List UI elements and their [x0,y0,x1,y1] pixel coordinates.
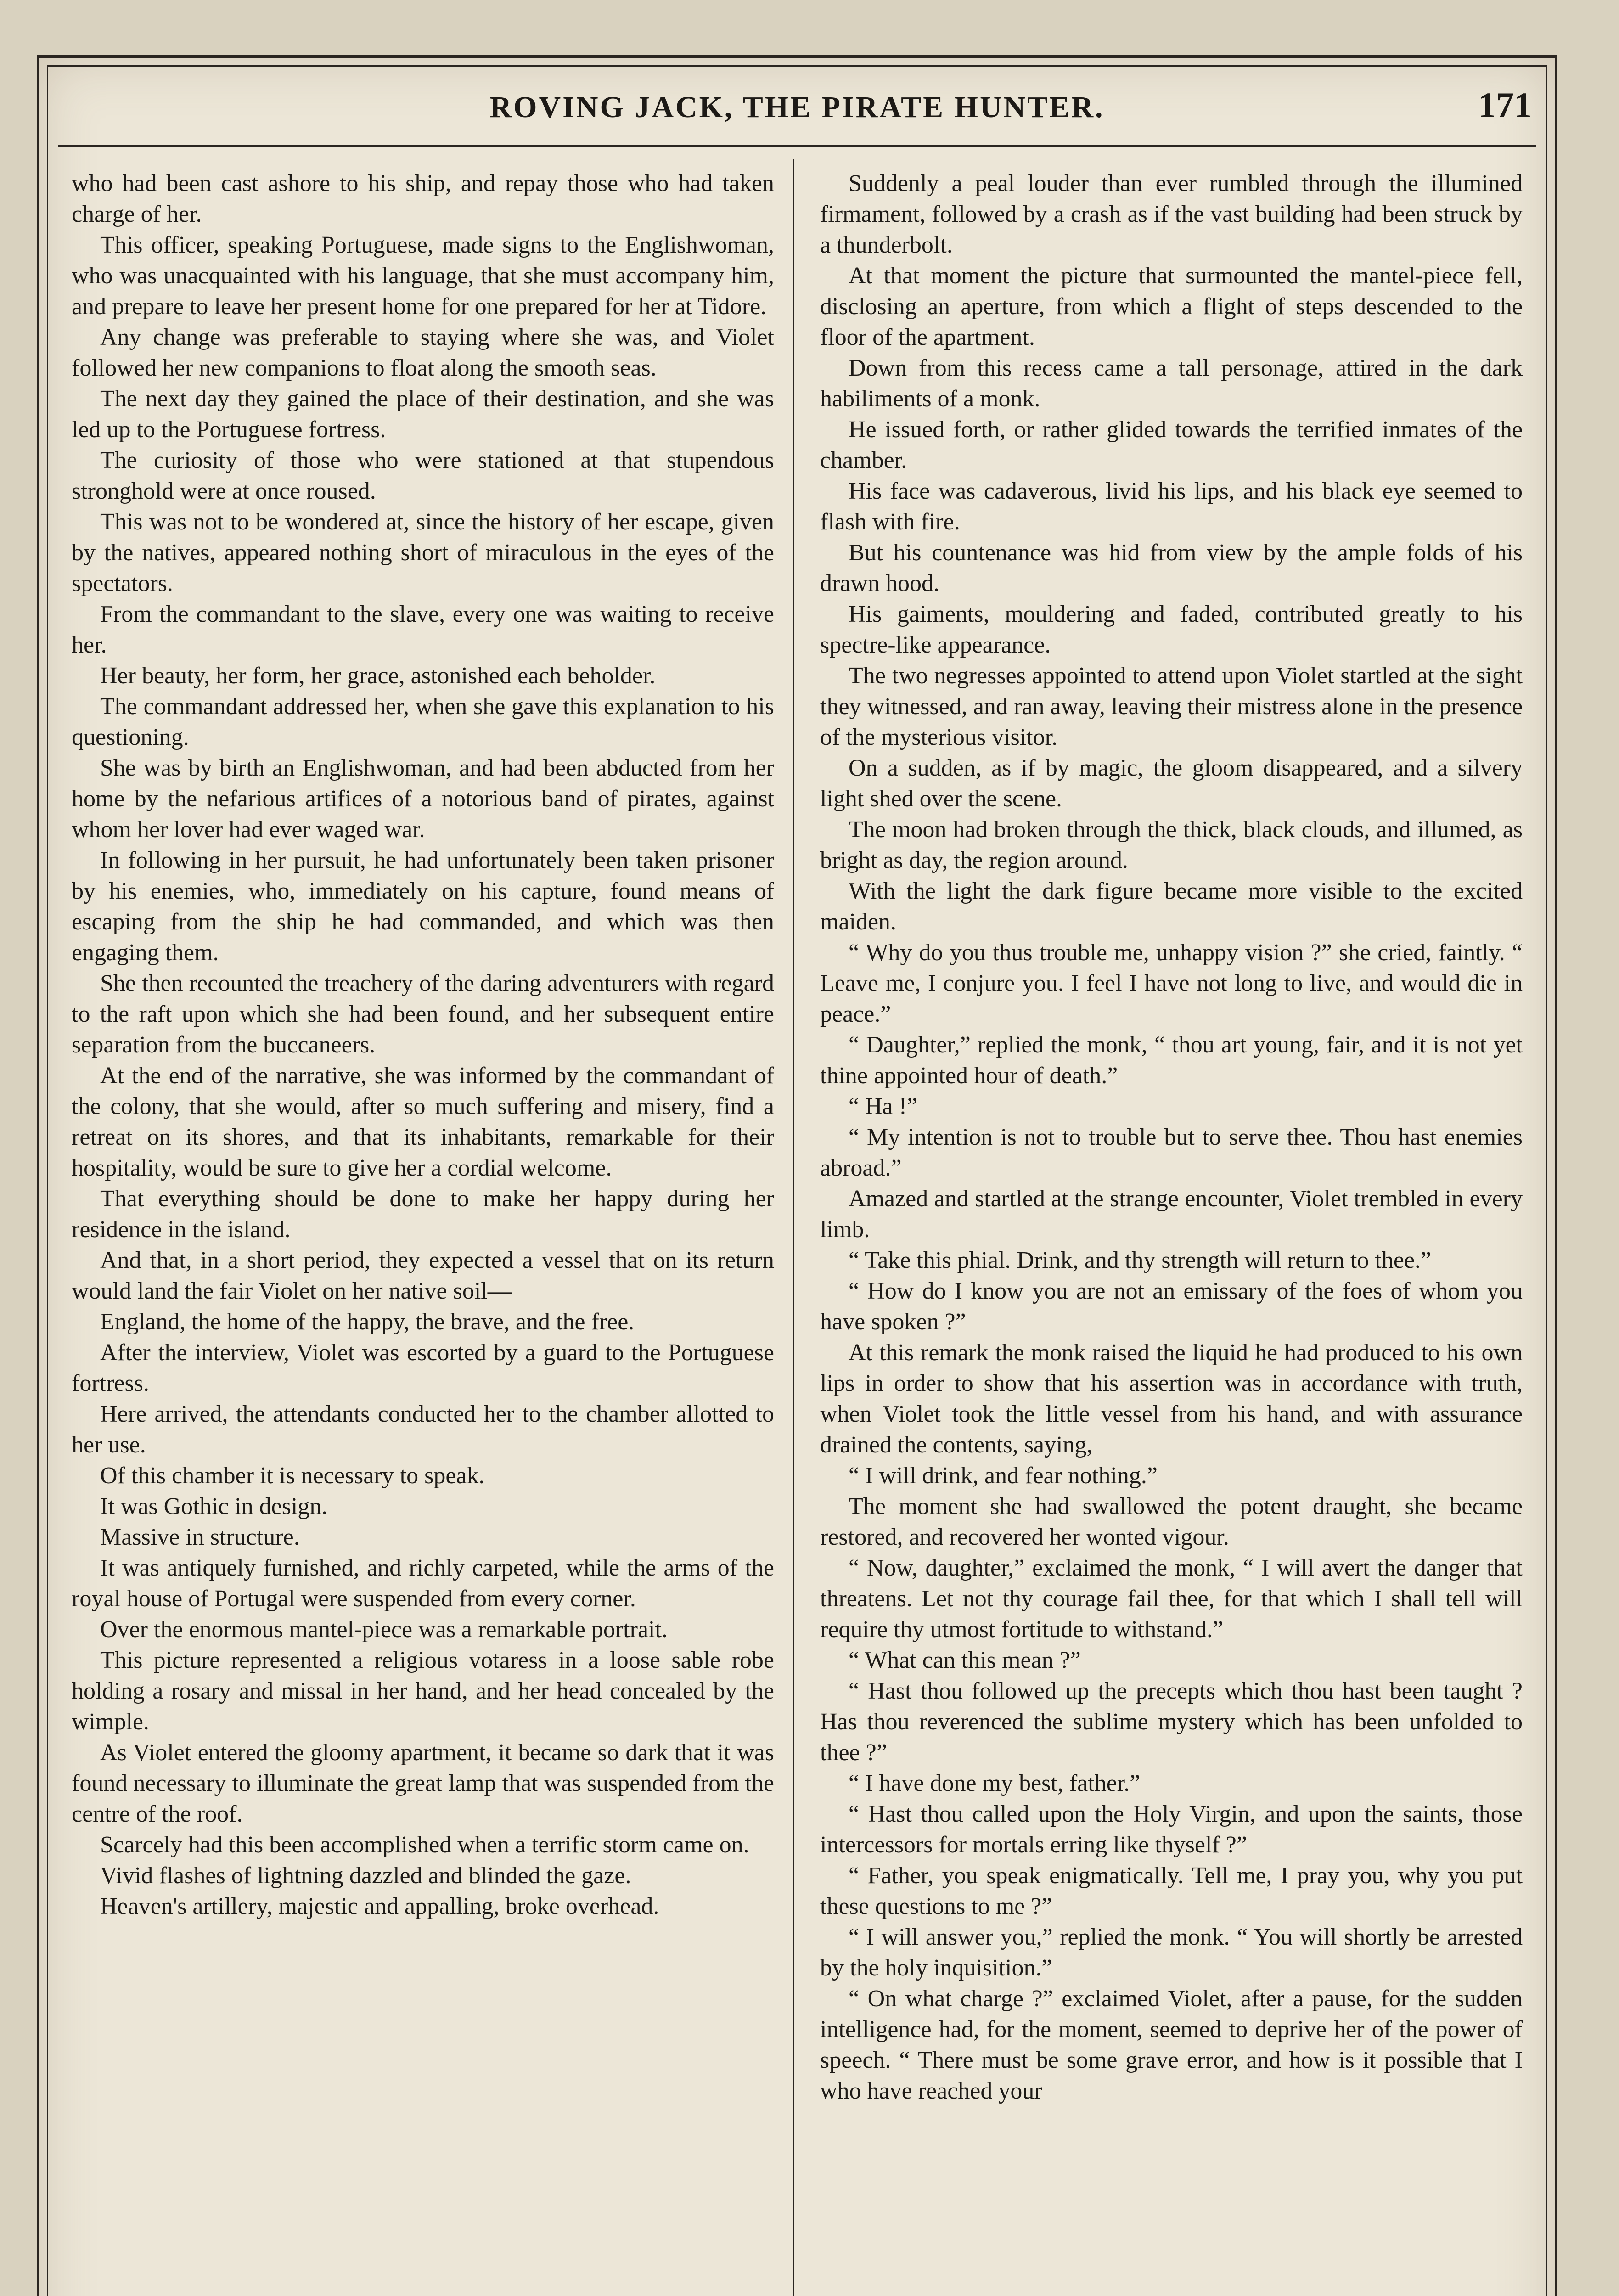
paragraph: “ Father, you speak enigmatically. Tell me, I pray you, why you put these questions to me ?” [820,1863,1523,1919]
paragraph: Heaven's artillery, majestic and appalling, broke overhead. [100,1893,659,1919]
paragraph: Suddenly a peal louder than ever rumbled through the illumined firmament, followed by a crash as if the vast building had been struck by a thunderbolt. [820,170,1523,258]
paragraph: “ Hast thou followed up the precepts which thou hast been taught ? Has thou reverenced the sublime mystery which has been unfolded to thee ?” [820,1678,1523,1766]
paragraph: “ I will drink, and fear nothing.” [849,1463,1158,1489]
paragraph: As Violet entered the gloomy apartment, it became so dark that it was found necessary to illuminate the great lamp that was suspended from the centre of the roof. [72,1739,774,1827]
column-divider-rule [793,159,794,2296]
paragraph: Here arrived, the attendants conducted her to the chamber allotted to her use. [72,1401,774,1458]
left-text-column [72,168,774,2296]
paragraph: And that, in a short period, they expected a vessel that on its return would land the fair Violet on her native soil— [72,1247,774,1304]
paragraph: “ How do I know you are not an emissary of the foes of whom you have spoken ?” [820,1278,1523,1335]
paragraph: “ Hast thou called upon the Holy Virgin, and upon the saints, those intercessors for mortals erring like thyself ?” [820,1801,1523,1858]
running-title: ROVING JACK, THE PIRATE HUNTER. [489,90,1105,124]
paragraph: “ Why do you thus trouble me, unhappy vision ?” she cried, faintly. “ Leave me, I conjure you. I feel I have not long to live, and would die in peace.” [820,940,1523,1027]
paragraph: After the interview, Violet was escorted by a guard to the Portuguese fortress. [72,1339,774,1396]
page-number: 171 [1478,85,1532,125]
paragraph: The curiosity of those who were stationed at that stupendous stronghold were at once roused. [72,447,774,504]
paragraph: The two negresses appointed to attend upon Violet startled at the sight they witnessed, and ran away, leaving their mistress alone in the presence of the mysterious visitor. [820,663,1523,750]
paragraph: “ My intention is not to trouble but to serve thee. Thou hast enemies abroad.” [820,1124,1523,1181]
paragraph: He issued forth, or rather glided towards the terrified inmates of the chamber. [820,416,1523,473]
right-text-column [820,168,1523,2296]
paragraph: Vivid flashes of lightning dazzled and blinded the gaze. [100,1863,631,1889]
paragraph: Her beauty, her form, her grace, astonished each beholder. [100,663,656,689]
paragraph: “ Now, daughter,” exclaimed the monk, “ I will avert the danger that threatens. Let not thy courage fail thee, for that which I shall tell will require thy utmost fortitude to withstand.” [820,1555,1523,1643]
paragraph: “ I have done my best, father.” [849,1770,1141,1796]
paragraph: His gaiments, mouldering and faded, contributed greatly to his spectre-like appearance. [820,601,1523,658]
paragraph: She was by birth an Englishwoman, and had been abducted from her home by the nefarious artifices of a notorious band of pirates, against whom her lover had ever waged war. [72,755,774,843]
paragraph: “ I will answer you,” replied the monk. “ You will shortly be arrested by the holy inquisition.” [820,1924,1523,1981]
paragraph: The commandant addressed her, when she gave this explanation to his questioning. [72,693,774,750]
paragraph: The moment she had swallowed the potent draught, she became restored, and recovered her wonted vigour. [820,1493,1523,1550]
paragraph: “ On what charge ?” exclaimed Violet, after a pause, for the sudden intelligence had, for the moment, seemed to deprive her of the power of speech. “ There must be some grave error, and how is it possible that I who have reached your [820,1986,1523,2104]
paragraph: But his countenance was hid from view by the ample folds of his drawn hood. [820,540,1523,597]
book-page [37,55,1557,2296]
paragraph: It was Gothic in design. [100,1493,328,1519]
paragraph: England, the home of the happy, the brave, and the free. [100,1309,635,1335]
paragraph: His face was cadaverous, livid his lips, and his black eye seemed to flash with fire. [820,478,1523,535]
paragraph: That everything should be done to make her happy during her residence in the island. [72,1186,774,1243]
page-header [58,76,1536,147]
paragraph: “ What can this mean ?” [849,1647,1081,1673]
paragraph: This officer, speaking Portuguese, made signs to the Englishwoman, who was unacquainted with his language, that she must accompany him, and prepare to leave her present home for one prepared for her at Tidore. [72,232,774,320]
paragraph: On a sudden, as if by magic, the gloom disappeared, and a silvery light shed over the scene. [820,755,1523,812]
paragraph: It was antiquely furnished, and richly carpeted, while the arms of the royal house of Portugal were suspended from every corner. [72,1555,774,1612]
paragraph: She then recounted the treachery of the daring adventurers with regard to the raft upon which she had been found, and her subsequent entire separation from the buccaneers. [72,970,774,1058]
paragraph: From the commandant to the slave, every one was waiting to receive her. [72,601,774,658]
paragraph: Amazed and startled at the strange encounter, Violet trembled in every limb. [820,1186,1523,1243]
paragraph: The moon had broken through the thick, black clouds, and illumed, as bright as day, the region around. [820,816,1523,873]
paragraph: “ Ha !” [849,1093,918,1120]
paragraph: Down from this recess came a tall personage, attired in the dark habiliments of a monk. [820,355,1523,412]
paragraph: This was not to be wondered at, since the history of her escape, given by the natives, appeared nothing short of miraculous in the eyes of the spectators. [72,509,774,597]
paragraph: With the light the dark figure became more visible to the excited maiden. [820,878,1523,935]
paragraph: Over the enormous mantel-piece was a remarkable portrait. [100,1616,668,1643]
paragraph: Massive in structure. [100,1524,300,1550]
paragraph: Any change was preferable to staying where she was, and Violet followed her new companions to float along the smooth seas. [72,324,774,381]
paragraph: “ Daughter,” replied the monk, “ thou art young, fair, and it is not yet thine appointed hour of death.” [820,1032,1523,1089]
paragraph: In following in her pursuit, he had unfortunately been taken prisoner by his enemies, who, immediately on his capture, found means of escaping from the ship he had commanded, and which was then engaging them. [72,847,774,966]
paragraph: At that moment the picture that surmounted the mantel-piece fell, disclosing an aperture, from which a flight of steps descended to the floor of the apartment. [820,263,1523,350]
paragraph: Scarcely had this been accomplished when a terrific storm came on. [100,1832,749,1858]
paragraph: “ Take this phial. Drink, and thy strength will return to thee.” [849,1247,1432,1273]
paragraph: The next day they gained the place of their destination, and she was led up to the Portuguese fortress. [72,386,774,443]
paragraph: At the end of the narrative, she was informed by the commandant of the colony, that she would, after so much suffering and misery, find a retreat on its shores, and that its inhabitants, remarkable for their hospitality, would be sure to give her a cordial welcome. [72,1063,774,1181]
paragraph: who had been cast ashore to his ship, and repay those who had taken charge of her. [72,170,774,227]
paragraph: This picture represented a religious votaress in a loose sable robe holding a rosary and missal in her hand, and her head concealed by the wimple. [72,1647,774,1735]
paragraph: At this remark the monk raised the liquid he had produced to his own lips in order to show that his assertion was in accordance with truth, when Violet took the little vessel from his hand, and with assurance drained the contents, saying, [820,1339,1523,1458]
paragraph: Of this chamber it is necessary to speak. [100,1463,485,1489]
